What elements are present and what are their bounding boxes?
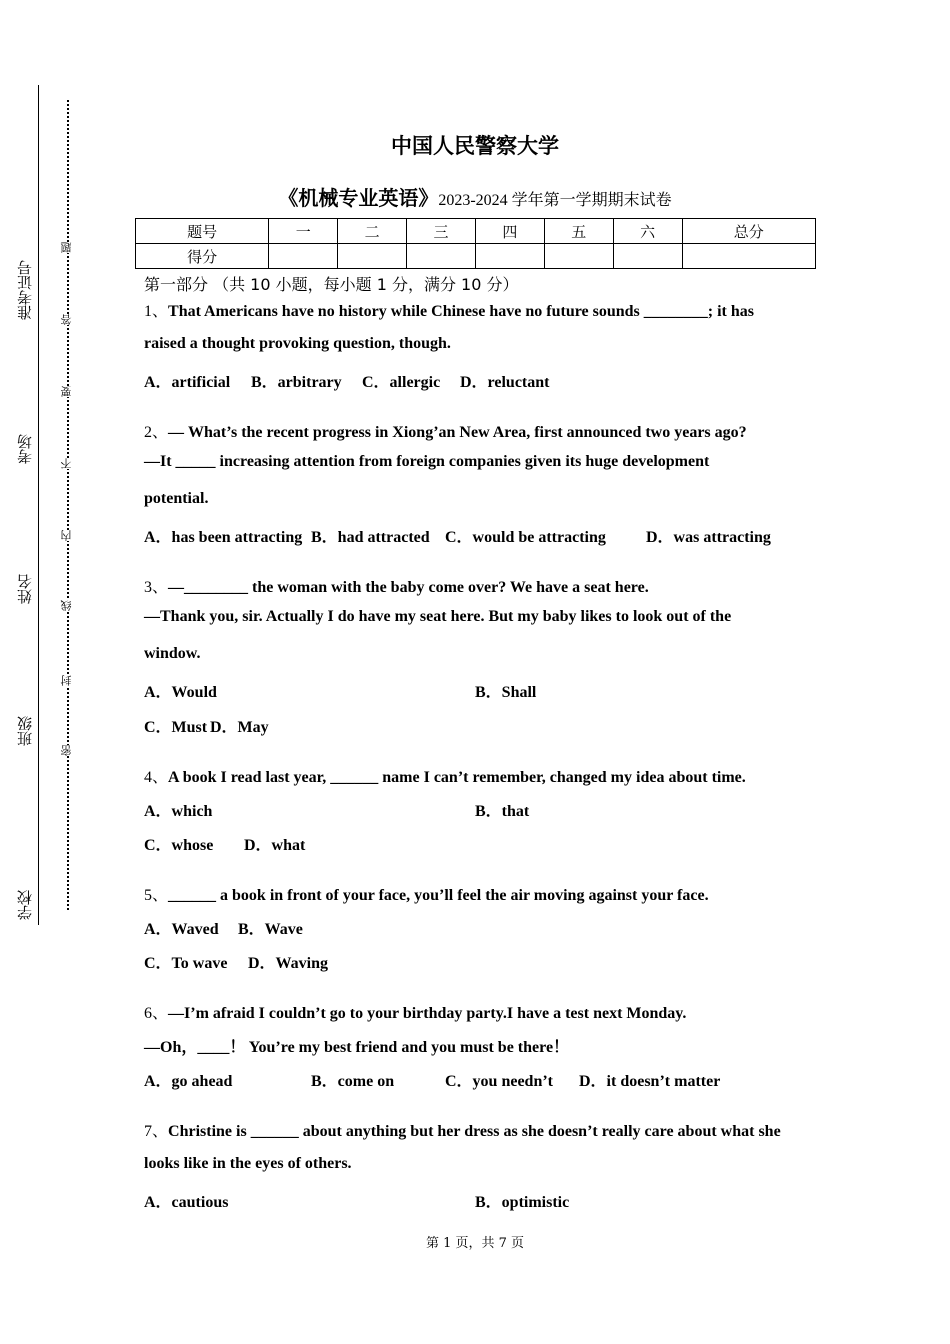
question-text: A book I read last year, ______ name I can’t remember, changed my idea about time. — [168, 769, 746, 786]
option: A．cautious — [144, 1194, 229, 1211]
field-class-label: 班级 — [16, 716, 34, 746]
score-cell: 五 — [544, 219, 613, 244]
option: D．May — [210, 719, 269, 736]
option: A．Waved — [144, 921, 219, 938]
seal-char: 题 — [60, 242, 73, 253]
option: B．arbitrary — [251, 374, 342, 391]
option: C．would be attracting — [445, 529, 606, 546]
binding-line — [38, 85, 39, 925]
question-line — [144, 1118, 781, 1141]
question-line: potential. — [144, 490, 209, 507]
score-cell — [407, 244, 476, 269]
option: B．had attracted — [311, 529, 430, 546]
question-text: —________ the woman with the baby come over? We have a seat here. — [168, 579, 649, 596]
question-line — [144, 1000, 686, 1023]
question-line — [144, 419, 747, 442]
score-table-score-row — [136, 244, 816, 269]
question-number: 6、 — [144, 1005, 169, 1022]
question-line: —Oh，____！ You’re my best friend and you must be there！ — [144, 1039, 570, 1056]
question-line — [144, 882, 709, 905]
score-cell: 一 — [269, 219, 338, 244]
option: C．To wave — [144, 955, 228, 972]
score-cell — [613, 244, 682, 269]
option: A．artificial — [144, 374, 231, 391]
section-heading: 第一部分 （共 10 小题，每小题 1 分，满分 10 分） — [144, 275, 519, 294]
score-table — [135, 218, 816, 269]
field-school-label: 学校 — [16, 890, 34, 920]
seal-char: 要 — [60, 386, 73, 397]
option: C．allergic — [362, 374, 441, 391]
field-exam-room-label: 考场 — [16, 434, 34, 464]
question-number: 2、 — [144, 424, 169, 441]
score-cell — [544, 244, 613, 269]
question-line — [144, 574, 649, 597]
exam-subtitle — [0, 182, 950, 211]
question-line: looks like in the eyes of others. — [144, 1155, 352, 1172]
question-number: 3、 — [144, 579, 169, 596]
score-table-header-row — [136, 219, 816, 244]
question-number: 7、 — [144, 1123, 169, 1140]
option: A．go ahead — [144, 1073, 233, 1090]
option: B．optimistic — [475, 1194, 570, 1211]
score-cell — [682, 244, 815, 269]
seal-char: 内 — [60, 530, 73, 541]
seal-char: 不 — [60, 458, 73, 469]
option: A．Would — [144, 684, 217, 701]
option: D．what — [244, 837, 306, 854]
score-cell — [338, 244, 407, 269]
page-footer: 第 1 页，共 7 页 — [425, 1236, 525, 1251]
option: C．Must — [144, 719, 208, 736]
question-number: 1、 — [144, 303, 169, 320]
question-line: —Thank you, sir. Actually I do have my seat here. But my baby likes to look out of the — [144, 608, 732, 625]
seal-char: 答 — [60, 314, 73, 325]
option: A．has been attracting — [144, 529, 303, 546]
option: B．Wave — [238, 921, 303, 938]
question-line: raised a thought provoking question, though. — [144, 335, 451, 352]
field-ticket-number-label: 准考证号 — [16, 260, 34, 320]
option: B．Shall — [475, 684, 537, 701]
score-cell: 总分 — [682, 219, 815, 244]
option: C．you needn’t — [445, 1073, 554, 1090]
question-text: ______ a book in front of your face, you’ll feel the air moving against your face. — [168, 887, 709, 904]
score-cell — [269, 244, 338, 269]
question-line: —It _____ increasing attention from foreign companies given its huge development — [144, 453, 710, 470]
score-cell: 六 — [613, 219, 682, 244]
question-line: window. — [144, 645, 201, 662]
option: D．it doesn’t matter — [579, 1073, 721, 1090]
question-text: Christine is ______ about anything but her dress as she doesn’t really care about what she — [168, 1123, 781, 1140]
seal-char: 密 — [60, 745, 73, 756]
score-cell: 二 — [338, 219, 407, 244]
score-cell: 四 — [475, 219, 544, 244]
question-line — [144, 764, 746, 787]
option: A．which — [144, 803, 213, 820]
question-line — [144, 298, 754, 321]
exam-term: 2023-2024 学年第一学期期末试卷 — [438, 192, 672, 209]
option: B．come on — [311, 1073, 395, 1090]
field-name-label: 姓名 — [16, 574, 34, 604]
score-cell: 题号 — [136, 219, 269, 244]
course-name: 《机械专业英语》 — [278, 186, 439, 210]
score-cell: 三 — [407, 219, 476, 244]
question-number: 4、 — [144, 769, 169, 786]
question-text: That Americans have no history while Chinese have no future sounds ________; it has — [168, 303, 754, 320]
question-text: — What’s the recent progress in Xiong’an New Area, first announced two years ago? — [168, 424, 747, 441]
option: C．whose — [144, 837, 214, 854]
option: B．that — [475, 803, 530, 820]
score-cell: 得分 — [136, 244, 269, 269]
seal-dotted-line — [67, 100, 69, 910]
option: D．Waving — [248, 955, 329, 972]
score-cell — [475, 244, 544, 269]
seal-char: 线 — [60, 600, 73, 611]
university-title: 中国人民警察大学 — [391, 134, 559, 158]
question-text: —I’m afraid I couldn’t go to your birthday party.I have a test next Monday. — [168, 1005, 687, 1022]
seal-char: 封 — [60, 675, 73, 686]
question-number: 5、 — [144, 887, 169, 904]
option: D．was attracting — [646, 529, 771, 546]
option: D．reluctant — [460, 374, 550, 391]
